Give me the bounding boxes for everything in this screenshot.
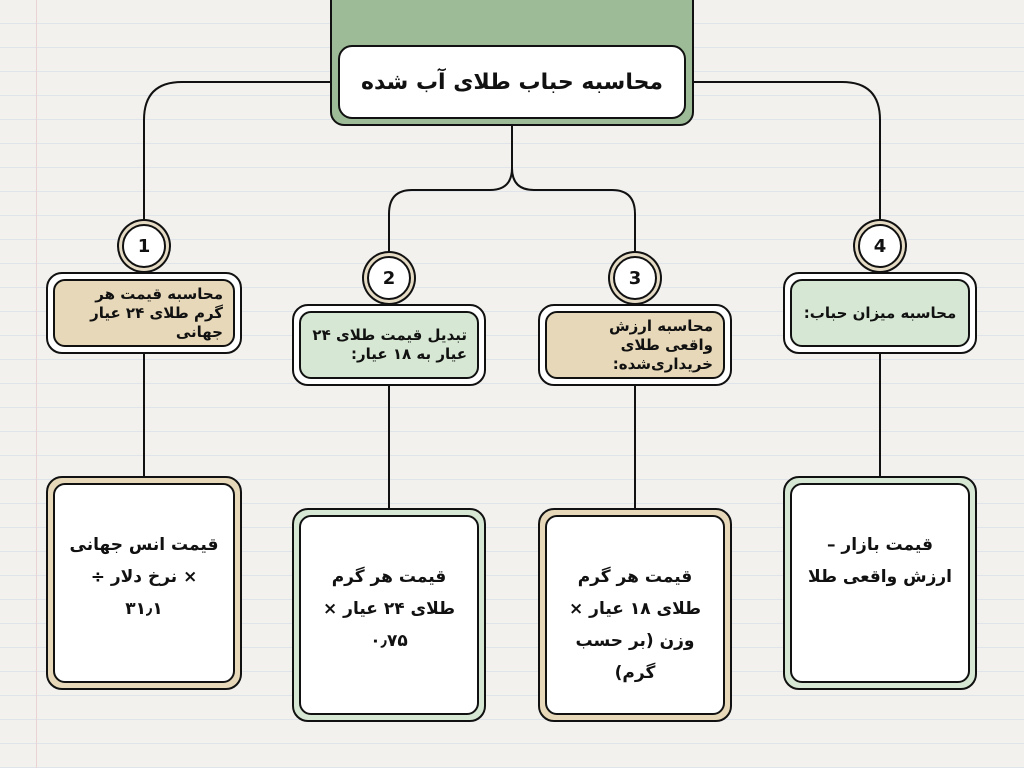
step-3-card xyxy=(538,508,732,722)
step-2-card xyxy=(292,508,486,722)
page-title: محاسبه حباب طلای آب شده xyxy=(338,45,686,119)
step-1-card xyxy=(46,476,242,690)
step-3-box xyxy=(538,304,732,386)
step-1-formula: قیمت انس جهانی × نرخ دلار ÷ ۳۱٫۱ xyxy=(53,483,235,683)
connector-center-trunk xyxy=(389,126,512,256)
step-2-number: 2 xyxy=(382,267,396,289)
step-4-formula: قیمت بازار – ارزش واقعی طلا xyxy=(790,483,970,683)
connector-step-3 xyxy=(512,168,635,256)
step-4-number: 4 xyxy=(873,235,887,257)
step-3-badge xyxy=(613,256,657,300)
step-2-formula: قیمت هر گرم طلای ۲۴ عیار × ۰٫۷۵ xyxy=(299,515,479,715)
step-4-box xyxy=(783,272,977,354)
step-1-box xyxy=(46,272,242,354)
step-3-formula: قیمت هر گرم طلای ۱۸ عیار × وزن (بر حسب گرم) xyxy=(545,515,725,715)
step-2-box xyxy=(292,304,486,386)
step-1-badge xyxy=(122,224,166,268)
step-3-label: محاسبه ارزش واقعی طلای خریداری‌شده: xyxy=(545,311,725,379)
step-3-number: 3 xyxy=(628,267,642,289)
connector-step-1 xyxy=(144,82,330,224)
step-4-badge xyxy=(858,224,902,268)
step-1-label: محاسبه قیمت هر گرم طلای ۲۴ عیار جهانی xyxy=(53,279,235,347)
step-2-label: تبدیل قیمت طلای ۲۴ عیار به ۱۸ عیار: xyxy=(299,311,479,379)
step-4-label: محاسبه میزان حباب: xyxy=(790,279,970,347)
step-1-number: 1 xyxy=(137,235,151,257)
step-4-card xyxy=(783,476,977,690)
connector-step-4 xyxy=(694,82,880,224)
step-2-badge xyxy=(367,256,411,300)
